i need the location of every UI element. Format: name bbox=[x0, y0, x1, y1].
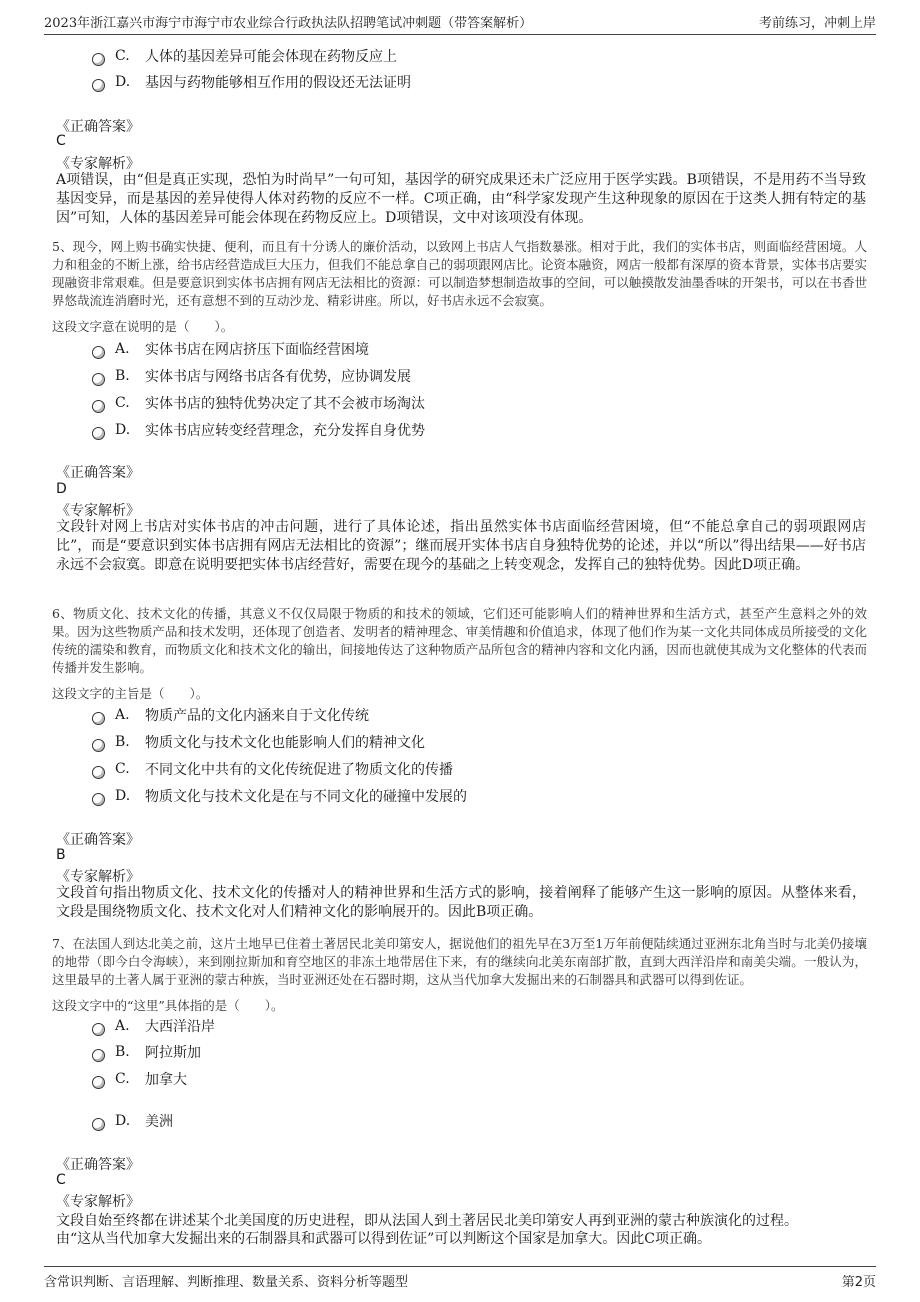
option-text: 实体书店的独特优势决定了其不会被市场淘汰 bbox=[145, 396, 425, 412]
option-text: 物质文化与技术文化也能影响人们的精神文化 bbox=[145, 735, 425, 751]
q7-answer: C bbox=[56, 1172, 66, 1188]
option-letter: A. bbox=[115, 707, 130, 723]
radio-icon[interactable] bbox=[92, 1076, 105, 1089]
option-text: 人体的基因差异可能会体现在药物反应上 bbox=[145, 49, 397, 65]
q5-answer-label: 《正确答案》 bbox=[56, 465, 140, 481]
option-text: 美洲 bbox=[145, 1114, 173, 1130]
option-text: 实体书店在网店挤压下面临经营困境 bbox=[145, 342, 369, 358]
q4-answer: C bbox=[56, 133, 66, 149]
q7-analysis-label: 《专家解析》 bbox=[56, 1194, 140, 1210]
option-text: 不同文化中共有的文化传统促进了物质文化的传播 bbox=[145, 762, 453, 778]
radio-icon[interactable] bbox=[92, 1023, 105, 1036]
page-number bbox=[842, 1271, 876, 1290]
radio-icon[interactable] bbox=[92, 346, 105, 359]
q5-stem: 这段文字意在说明的是（ ）。 bbox=[52, 319, 234, 334]
radio-icon[interactable] bbox=[92, 79, 105, 92]
q5-option-a[interactable] bbox=[92, 338, 369, 360]
option-text: 阿拉斯加 bbox=[145, 1045, 201, 1061]
header-slogan: 考前练习，冲刺上岸 bbox=[758, 16, 876, 31]
q7-analysis-line2: 由“这从当代加拿大发掘出来的石制器具和武器可以得到佐证”可以判断这个国家是加拿大。因此C项正确。 bbox=[56, 1231, 712, 1247]
q7-option-d[interactable] bbox=[92, 1110, 173, 1132]
q5-analysis-label: 《专家解析》 bbox=[56, 503, 140, 519]
radio-icon[interactable] bbox=[92, 766, 105, 779]
option-letter: D. bbox=[115, 74, 131, 90]
q7-analysis-line1: 文段自始至终都在讲述某个北美国度的历史进程，即从法国人到土著居民北美印第安人再到亚洲的蒙古种族演化的过程。 bbox=[56, 1213, 798, 1229]
radio-icon[interactable] bbox=[92, 53, 105, 66]
q5-answer: D bbox=[56, 481, 67, 497]
radio-icon[interactable] bbox=[92, 1118, 105, 1131]
header-divider bbox=[44, 34, 876, 35]
q4-analysis: A项错误，由“但是真正实现，恐怕为时尚早”一句可知，基因学的研究成果还未广泛应用于医学实践。B项错误，不是用药不当导致基因变异，而是基因的差异使得人体对药物的反应不一样。C项正确，由“科学家发现产生这种现象的原因在于这类人拥有特定的基因”可知，人体的基因差异可能会体现在药物反应上。D项错误，文中对该项没有体现。 bbox=[56, 172, 866, 226]
option-letter: D. bbox=[115, 1113, 131, 1129]
q7-option-c[interactable] bbox=[92, 1068, 187, 1090]
q6-analysis-label: 《专家解析》 bbox=[56, 869, 140, 885]
radio-icon[interactable] bbox=[92, 793, 105, 806]
q6-answer-label: 《正确答案》 bbox=[56, 832, 140, 848]
q7-passage: 7、在法国人到达北美之前，这片土地早已住着土著居民北美印第安人，据说他们的祖先早在3万至1万年前便陆续通过亚洲东北角当时与北美仍接壤的地带（即今白令海峡），来到刚拉斯加和育空地区的非冻土地带居住下来，有的继续向北美东南部扩散，直到大西洋沿岸和南美尖端。一般认为，这里最早的土著人属于亚洲的蒙古种族，当时亚洲还处在石器时期，这从当代加拿大发掘出来的石制器具和武器可以得到佐证。 bbox=[52, 936, 867, 987]
q5-option-c[interactable] bbox=[92, 392, 425, 414]
radio-icon[interactable] bbox=[92, 373, 105, 386]
option-letter: A. bbox=[115, 341, 130, 357]
option-letter: B. bbox=[115, 368, 130, 384]
option-text: 基因与药物能够相互作用的假设还无法证明 bbox=[145, 75, 411, 91]
q7-option-a[interactable] bbox=[92, 1015, 215, 1037]
option-letter: C. bbox=[115, 1071, 130, 1087]
q6-stem: 这段文字的主旨是（ ）。 bbox=[52, 686, 209, 701]
option-letter: D. bbox=[115, 788, 131, 804]
q5-passage: 5、现今，网上购书确实快捷、便利，而且有十分诱人的廉价活动，以致网上书店人气指数暴涨。相对于此，我们的实体书店，则面临经营困境。人力和租金的不断上涨，给书店经营造成巨大压力，但我们不能总拿自己的弱项跟网店比。论资本融资，网店一般都有深厚的资本背景，实体书店要实现融资非常艰难。但是要意识到实体书店拥有网店无法相比的资源：可以制造梦想制造故事的空间，可以触摸散发油墨香味的开架书，可以在书香世界悠哉流连消磨时光，还有意想不到的互动沙龙、精彩讲座。所以，好书店永远不会寂寞。 bbox=[52, 239, 867, 308]
option-letter: C. bbox=[115, 761, 130, 777]
q5-analysis: 文段针对网上书店对实体书店的冲击问题，进行了具体论述，指出虽然实体书店面临经营困境，但“不能总拿自己的弱项跟网店比”，而是“要意识到实体书店拥有网店无法相比的资源”；继而展开实体书店自身独特优势的论述，并以“所以”得出结果——好书店永远不会寂寞。即意在说明要把实体书店经营好，需要在现今的基础之上转变观念，发挥自己的独特优势。因此D项正确。 bbox=[56, 519, 866, 573]
q6-option-c[interactable] bbox=[92, 758, 453, 780]
q7-answer-label: 《正确答案》 bbox=[56, 1157, 140, 1173]
option-letter: B. bbox=[115, 734, 130, 750]
option-letter: A. bbox=[115, 1018, 130, 1034]
q6-passage: 6、物质文化、技术文化的传播，其意义不仅仅局限于物质的和技术的领域，它们还可能影响人们的精神世界和生活方式，甚至产生意料之外的效果。因为这些物质产品和技术发明，还体现了创造者、发明者的精神理念、审美情趣和价值追求，体现了他们作为某一文化共同体成员所接受的文化传统的濡染和教育，而物质文化和技术文化的输出，间接地传达了这种物质产品所包含的精神内容和文化内涵，因而也就使其成为文化整体的代表而传播并发生影响。 bbox=[52, 606, 867, 675]
option-text: 物质产品的文化内涵来自于文化传统 bbox=[145, 708, 369, 724]
option-text: 大西洋沿岸 bbox=[145, 1019, 215, 1035]
footer-divider bbox=[44, 1266, 876, 1267]
radio-icon[interactable] bbox=[92, 427, 105, 440]
q6-analysis: 文段首句指出物质文化、技术文化的传播对人的精神世界和生活方式的影响，接着阐释了能够产生这一影响的原因。从整体来看，文段是围绕物质文化、技术文化对人们精神文化的影响展开的。因此B项正确。 bbox=[56, 885, 866, 920]
option-letter: B. bbox=[115, 1044, 130, 1060]
option-text: 实体书店与网络书店各有优势，应协调发展 bbox=[145, 369, 411, 385]
q5-option-b[interactable] bbox=[92, 365, 411, 387]
radio-icon[interactable] bbox=[92, 400, 105, 413]
footer-note: 含常识判断、言语理解、判断推理、数量关系、资料分析等题型 bbox=[44, 1275, 409, 1290]
option-text: 加拿大 bbox=[145, 1072, 187, 1088]
q4-analysis-label: 《专家解析》 bbox=[56, 156, 140, 172]
q7-stem: 这段文字中的“这里”具体指的是（ ）。 bbox=[52, 998, 284, 1013]
q4-option-d[interactable] bbox=[92, 71, 411, 93]
page-suffix: 页 bbox=[862, 1275, 876, 1290]
header-title: 2023年浙江嘉兴市海宁市海宁市农业综合行政执法队招聘笔试冲刺题（带答案解析） bbox=[44, 16, 533, 31]
q4-option-c[interactable] bbox=[92, 45, 397, 67]
option-letter: D. bbox=[115, 422, 131, 438]
q6-option-d[interactable] bbox=[92, 785, 467, 807]
q6-answer: B bbox=[56, 847, 66, 863]
option-letter: C. bbox=[115, 395, 130, 411]
q6-option-a[interactable] bbox=[92, 704, 369, 726]
q5-option-d[interactable] bbox=[92, 419, 425, 441]
q4-answer-label: 《正确答案》 bbox=[56, 119, 140, 135]
radio-icon[interactable] bbox=[92, 712, 105, 725]
page-prefix: 第 bbox=[841, 1275, 855, 1290]
radio-icon[interactable] bbox=[92, 1049, 105, 1062]
q6-option-b[interactable] bbox=[92, 731, 425, 753]
q7-option-b[interactable] bbox=[92, 1041, 201, 1063]
option-letter: C. bbox=[115, 48, 130, 64]
option-text: 实体书店应转变经营理念，充分发挥自身优势 bbox=[145, 423, 425, 439]
radio-icon[interactable] bbox=[92, 739, 105, 752]
option-text: 物质文化与技术文化是在与不同文化的碰撞中发展的 bbox=[145, 789, 467, 805]
page-num: 2 bbox=[854, 1275, 863, 1290]
